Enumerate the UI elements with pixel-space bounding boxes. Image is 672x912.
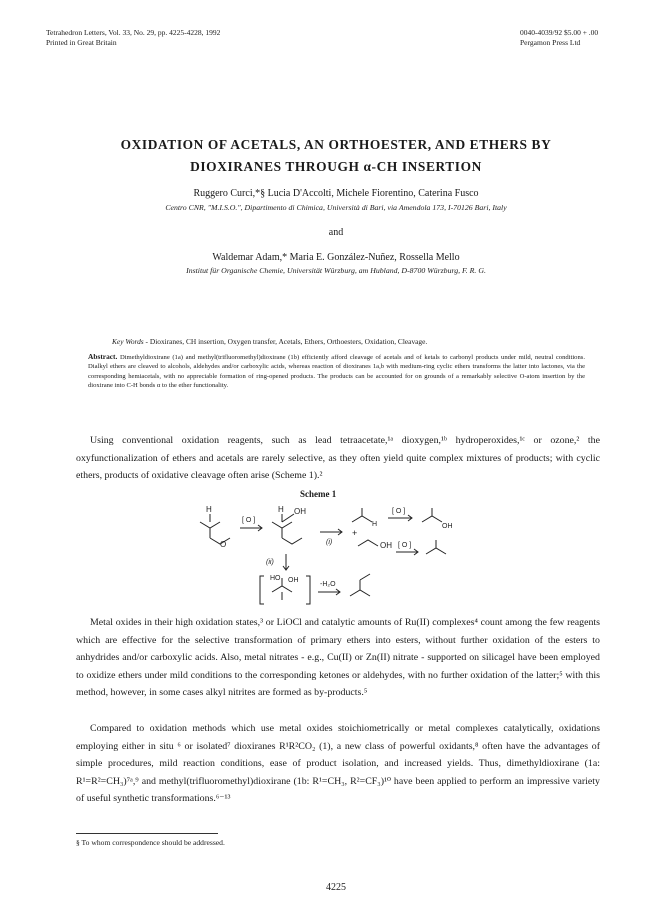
further-oxidation-arrows	[388, 508, 453, 555]
page-number: 4225	[326, 882, 346, 893]
price-code: 0040-4039/92 $5.00 + .00	[520, 28, 599, 37]
title-line-1: OXIDATION OF ACETALS, AN ORTHOESTER, AND ETHERS BY	[120, 137, 552, 152]
cleavage-products	[352, 508, 392, 550]
scheme-step-ii: (ii)	[266, 559, 274, 566]
keywords-text: - Dioxiranes, CH insertion, Oxygen transfer, Acetals, Ethers, Orthoesters, Oxidation, Cleavage.	[145, 337, 428, 346]
scheme-h-1: H	[206, 505, 212, 514]
scheme-oxidant-3: [ O ]	[398, 542, 412, 549]
scheme-oxidant-1: [ O ]	[242, 517, 256, 524]
scheme-h-2: H	[278, 505, 284, 514]
scheme-oh-2: OH	[380, 541, 392, 550]
reaction-arrow-ii	[266, 554, 289, 570]
bracketed-intermediate	[260, 574, 370, 604]
publisher-info	[520, 28, 598, 48]
abstract-text: Dimethyldioxirane (1a) and methyl(trifluoromethyl)dioxirane (1b) efficiently afford cleavage of acetals and of ketals to carbonyl products under mild, neutral conditions. Dialkyl ethers are cleaved to alcohols, aldehydes and/or carboxylic acids, whereas reaction of dioxiranes 1a,b with medium-ring cyclic ethers transforms the latter into lactones, via the corresponding hemiacetals, with no appreciable formation of ring-opened products. The products can be accounted for on grounds of a remarkably selective O-atom insertion by the dioxirane into C-H bonds α to the ether functionality.	[88, 354, 585, 390]
reaction-arrow-i	[320, 529, 342, 546]
svg-text:OH: OH	[288, 577, 299, 584]
paper-title	[0, 134, 672, 178]
scheme-oxidant-2: [ O ]	[392, 508, 406, 515]
body-paragraph-1: Using conventional oxidation reagents, such as lead tetraacetate,¹ᵃ dioxygen,¹ᵇ hydroperoxides,¹ᶜ or ozone,² the oxyfunctionalization of ethers and acetals are rarely selective, as they often yield quite complex mixtures of products; with cyclic ethers, products of oxidative cleavage often arise (Scheme 1).²	[76, 435, 600, 481]
author-group-2: Waldemar Adam,* Maria E. González-Nuñez, Rossella Mello	[212, 252, 460, 263]
reaction-arrow-1	[240, 517, 262, 531]
footnote: § To whom correspondence should be addressed.	[76, 838, 225, 847]
keywords-label: Key Words	[112, 337, 144, 346]
keywords	[112, 337, 427, 346]
abstract	[88, 352, 585, 391]
scheme-oh-1: OH	[294, 507, 306, 516]
abstract-label: Abstract.	[88, 352, 118, 361]
journal-citation	[46, 28, 220, 48]
footnote-rule	[76, 833, 218, 834]
scheme-water-loss: -H₂O	[320, 581, 336, 588]
citation-line: Tetrahedron Letters, Vol. 33, No. 29, pp. 4225-4228, 1992	[46, 28, 221, 37]
author-separator: and	[328, 227, 344, 238]
body-paragraph-3: Compared to oxidation methods which use metal oxides stoichiometrically or metal complexes catalytically, oxidations employing either in situ ⁶ or isolated⁷ dioxiranes R¹R²CO₂ (1), a new class of powerful oxidants,⁸ often have the advantages of simple procedures, mild reaction conditions, ease of product isolation, and increased yields. Thus, dimethyldioxirane (1a: R¹=R²=CH₃)⁷ᵃ,⁹ and methyl(trifluoromethyl)dioxirane (1b: R¹=CH₃, R²=CF₃)¹⁰ have been applied to perform an impressive variety of useful synthetic transformations.⁶⁻¹³	[76, 723, 600, 804]
printed-in-line: Printed in Great Britain	[46, 38, 117, 47]
scheme-h-3: H	[372, 521, 378, 528]
scheme-ho: HO	[270, 575, 281, 582]
hemiacetal-structure	[272, 505, 306, 544]
publisher-name: Pergamon Press Ltd	[520, 38, 581, 47]
title-line-2: DIOXIRANES THROUGH α-CH INSERTION	[190, 159, 482, 174]
ether-structure	[200, 505, 230, 549]
scheme-oh-3: OH	[442, 523, 453, 530]
body-paragraph-2: Metal oxides in their high oxidation states,³ or LiOCl and catalytic amounts of Ru(II) complexes⁴ count among the few reagents which are effective for the selective transformation of primary ethers into esters, without further oxidation of the esters to anhydrides and/or carboxylic acids. Also, metal nitrates - e.g., Cu(II) or Zn(II) nitrate - supported on silicagel have been employed to oxidize ethers under mild conditions to the corresponding ketones or aldehydes, with no further oxidation of the latter;⁵ with this method, however, in some cases alkyl nitrites are formed as by-products.⁵	[76, 617, 600, 698]
author-group-1: Ruggero Curci,*§ Lucia D'Accolti, Michele Fiorentino, Caterina Fusco	[193, 188, 479, 199]
scheme-1-diagram	[190, 500, 490, 610]
affiliation-2: Institut für Organische Chemie, Universität Würzburg, am Hubland, D-8700 Würzburg, F. R. G.	[186, 266, 486, 275]
scheme-title: Scheme 1	[300, 489, 337, 499]
svg-text:+: +	[352, 528, 358, 538]
affiliation-1: Centro CNR, "M.I.S.O.", Dipartimento di Chimica, Università di Bari, via Amendola 173, I-70126 Bari, Italy	[165, 203, 507, 212]
scheme-step-i: (i)	[326, 539, 333, 546]
scheme-o-atom: O	[220, 540, 227, 549]
